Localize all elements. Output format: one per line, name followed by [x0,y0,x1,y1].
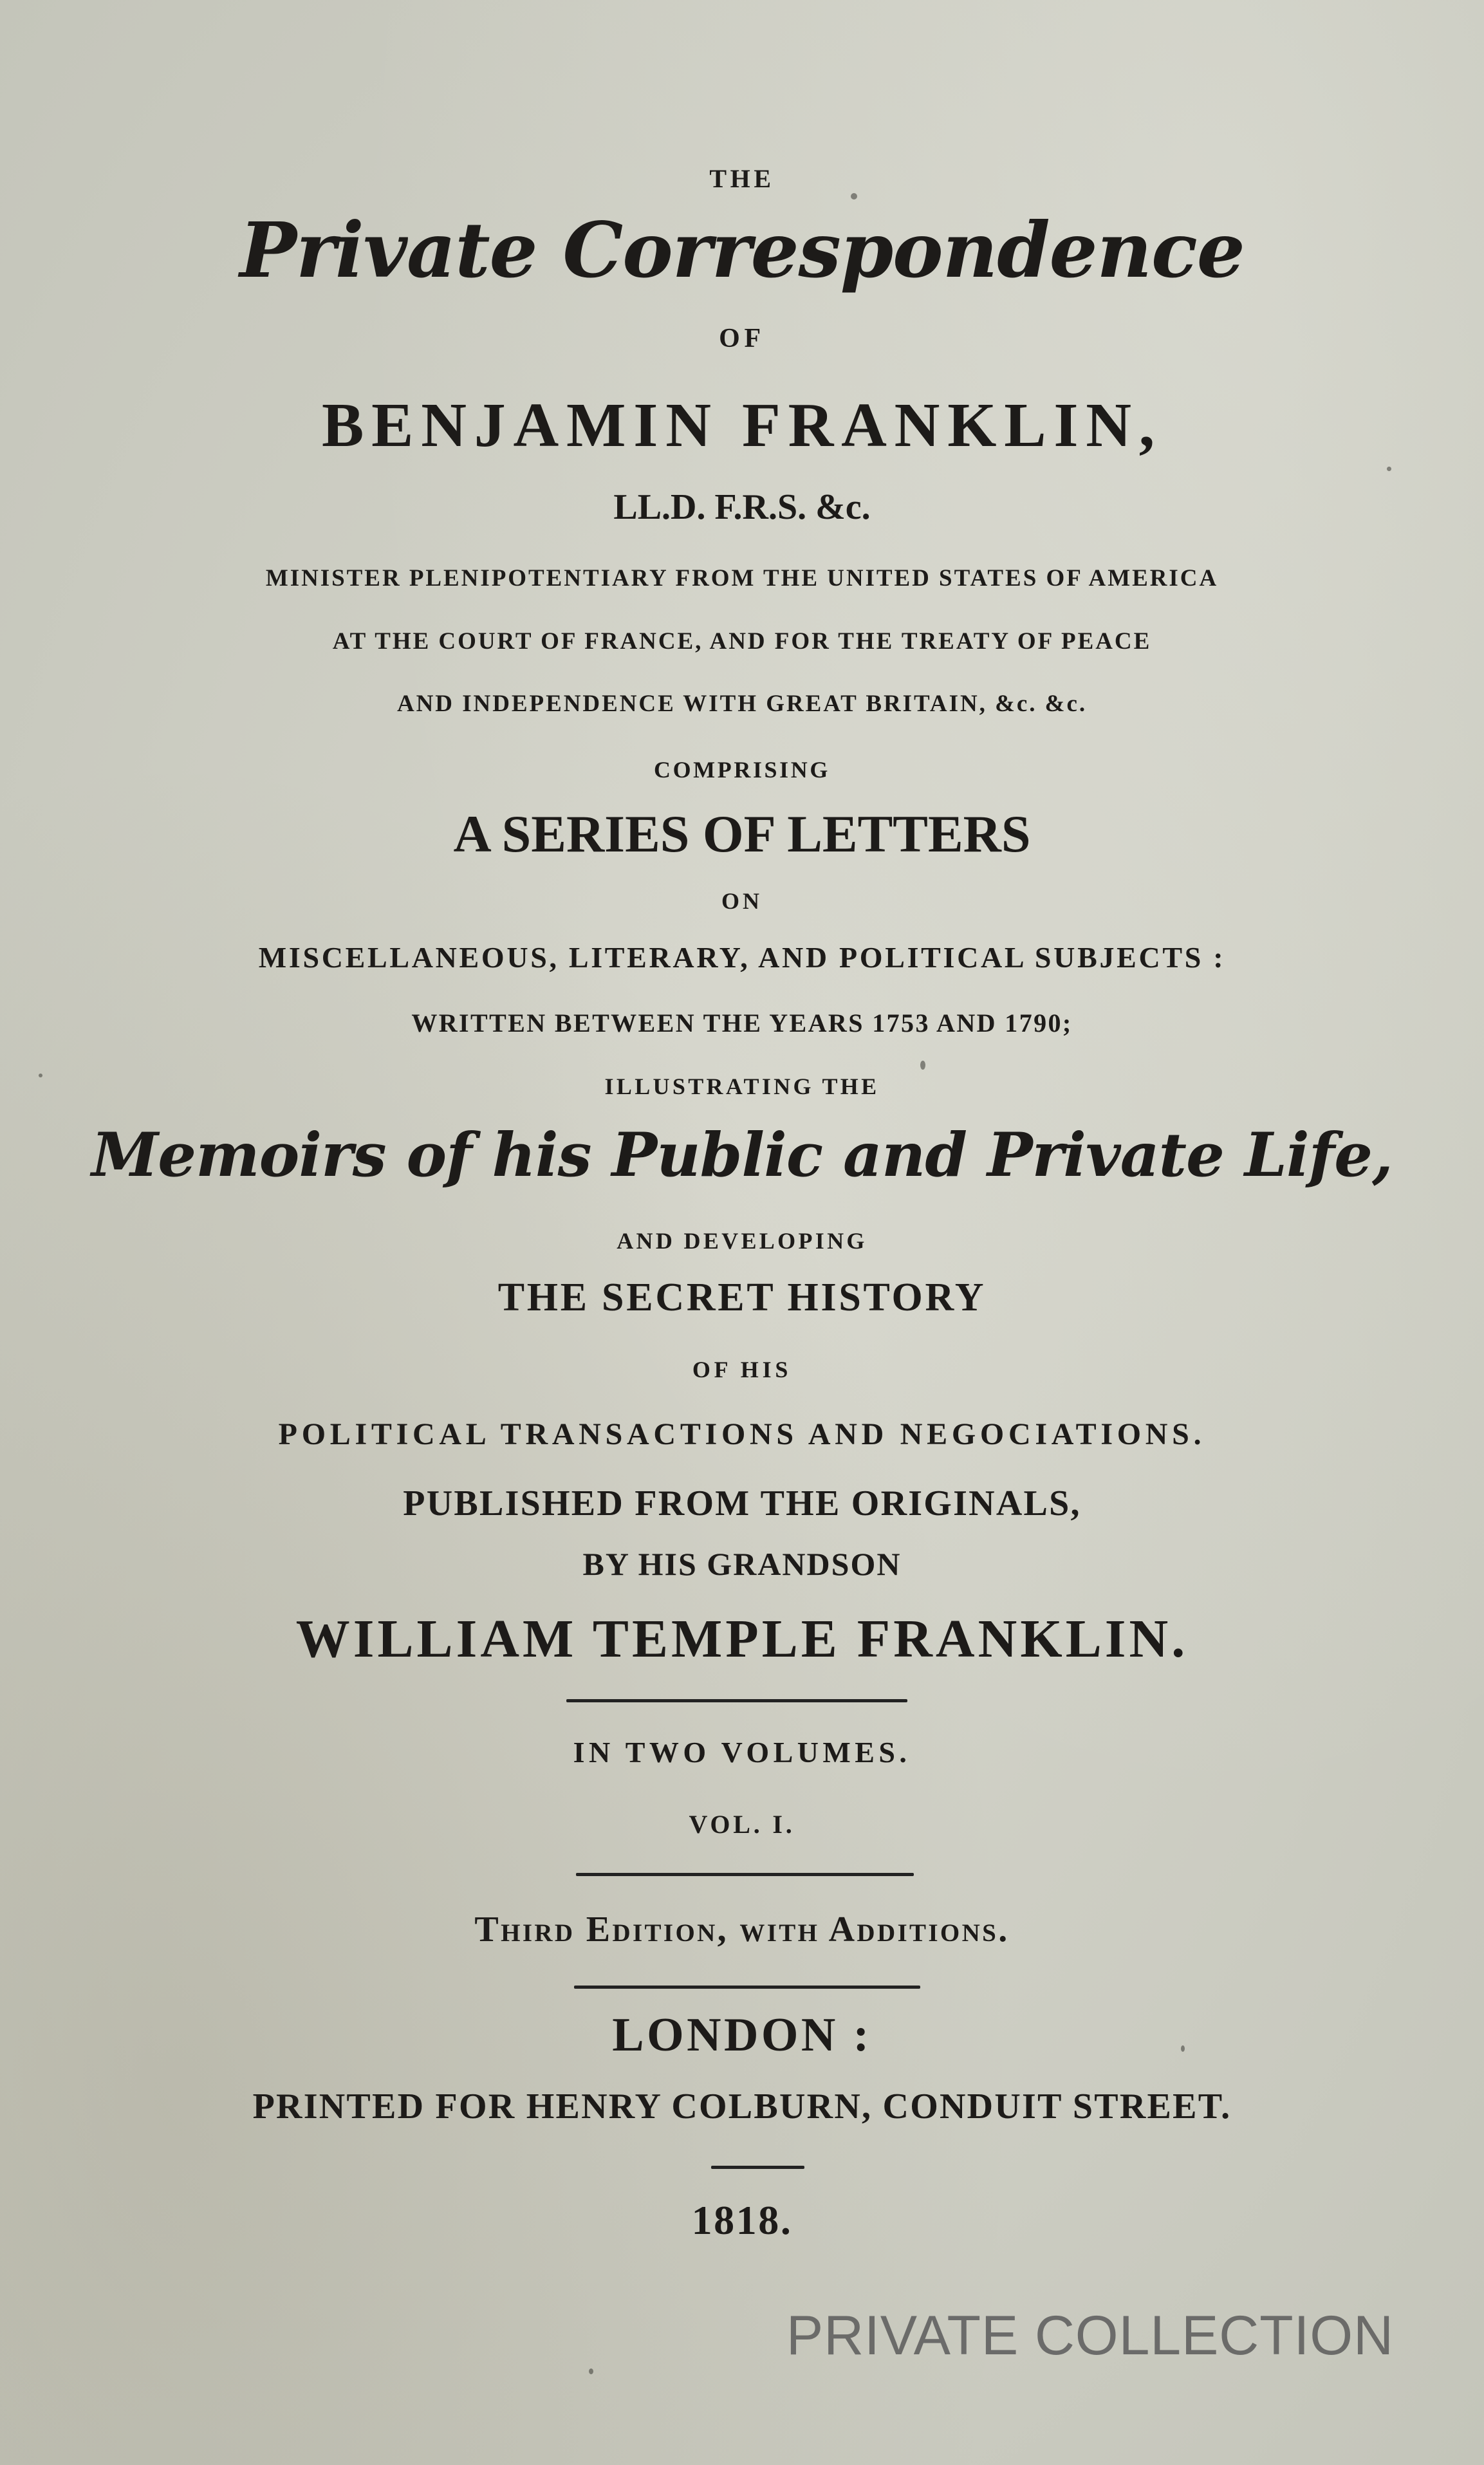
secret-history: THE SECRET HISTORY [497,1276,987,1319]
watermark-text: PRIVATE COLLECTION [786,2305,1394,2367]
author-name: BENJAMIN FRANKLIN, [321,391,1163,460]
series-heading: A SERIES OF LETTERS [453,805,1031,863]
published-line: PUBLISHED FROM THE ORIGINALS, [403,1484,1081,1523]
paper-speck [851,193,857,200]
subjects-line: MISCELLANEOUS, LITERARY, AND POLITICAL SUBJECTS : [258,941,1226,974]
of-his-label: OF HIS [692,1357,792,1382]
divider-rule [711,2166,804,2169]
on-label: ON [721,888,763,914]
of-label: OF [719,324,765,353]
divider-rule [576,1873,914,1876]
paper-speck [39,1074,42,1077]
divider-rule [566,1699,907,1702]
transactions-line: POLITICAL TRANSACTIONS AND NEGOCIATIONS. [278,1417,1206,1451]
office-line-3: AND INDEPENDENCE WITH GREAT BRITAIN, &c. &c. [396,691,1088,717]
city-line: LONDON : [612,2009,872,2061]
year-line: 1818. [691,2197,793,2243]
the-label: THE [709,164,775,193]
edition-line: Third Edition, with Additions. [474,1910,1010,1949]
book-title: Private Correspondence [239,205,1245,295]
printer-line: PRINTED FOR HENRY COLBURN, CONDUIT STREET. [252,2087,1232,2126]
comprising-label: COMPRISING [653,757,830,783]
developing-label: AND DEVELOPING [617,1228,867,1254]
paper-speck [589,2368,593,2374]
office-line-1: MINISTER PLENIPOTENTIARY FROM THE UNITED STATES OF AMERICA [265,565,1219,591]
memoirs-line: Memoirs of his Public and Private Life, [91,1120,1393,1191]
written-line: WRITTEN BETWEEN THE YEARS 1753 AND 1790; [411,1009,1073,1037]
office-line-2: AT THE COURT OF FRANCE, AND FOR THE TREATY OF PEACE [332,628,1152,655]
editor-name: WILLIAM TEMPLE FRANKLIN. [295,1609,1189,1669]
paper-speck [1387,467,1391,471]
paper-speck [920,1061,925,1070]
volume-number: VOL. I. [689,1810,795,1839]
grandson-line: BY HIS GRANDSON [582,1546,902,1582]
volumes-line: IN TWO VOLUMES. [573,1736,911,1769]
paper-speck [1181,2045,1185,2052]
illustrating-label: ILLUSTRATING THE [604,1074,880,1099]
divider-rule [574,1986,920,1989]
author-degrees: LL.D. F.R.S. &c. [613,487,871,527]
